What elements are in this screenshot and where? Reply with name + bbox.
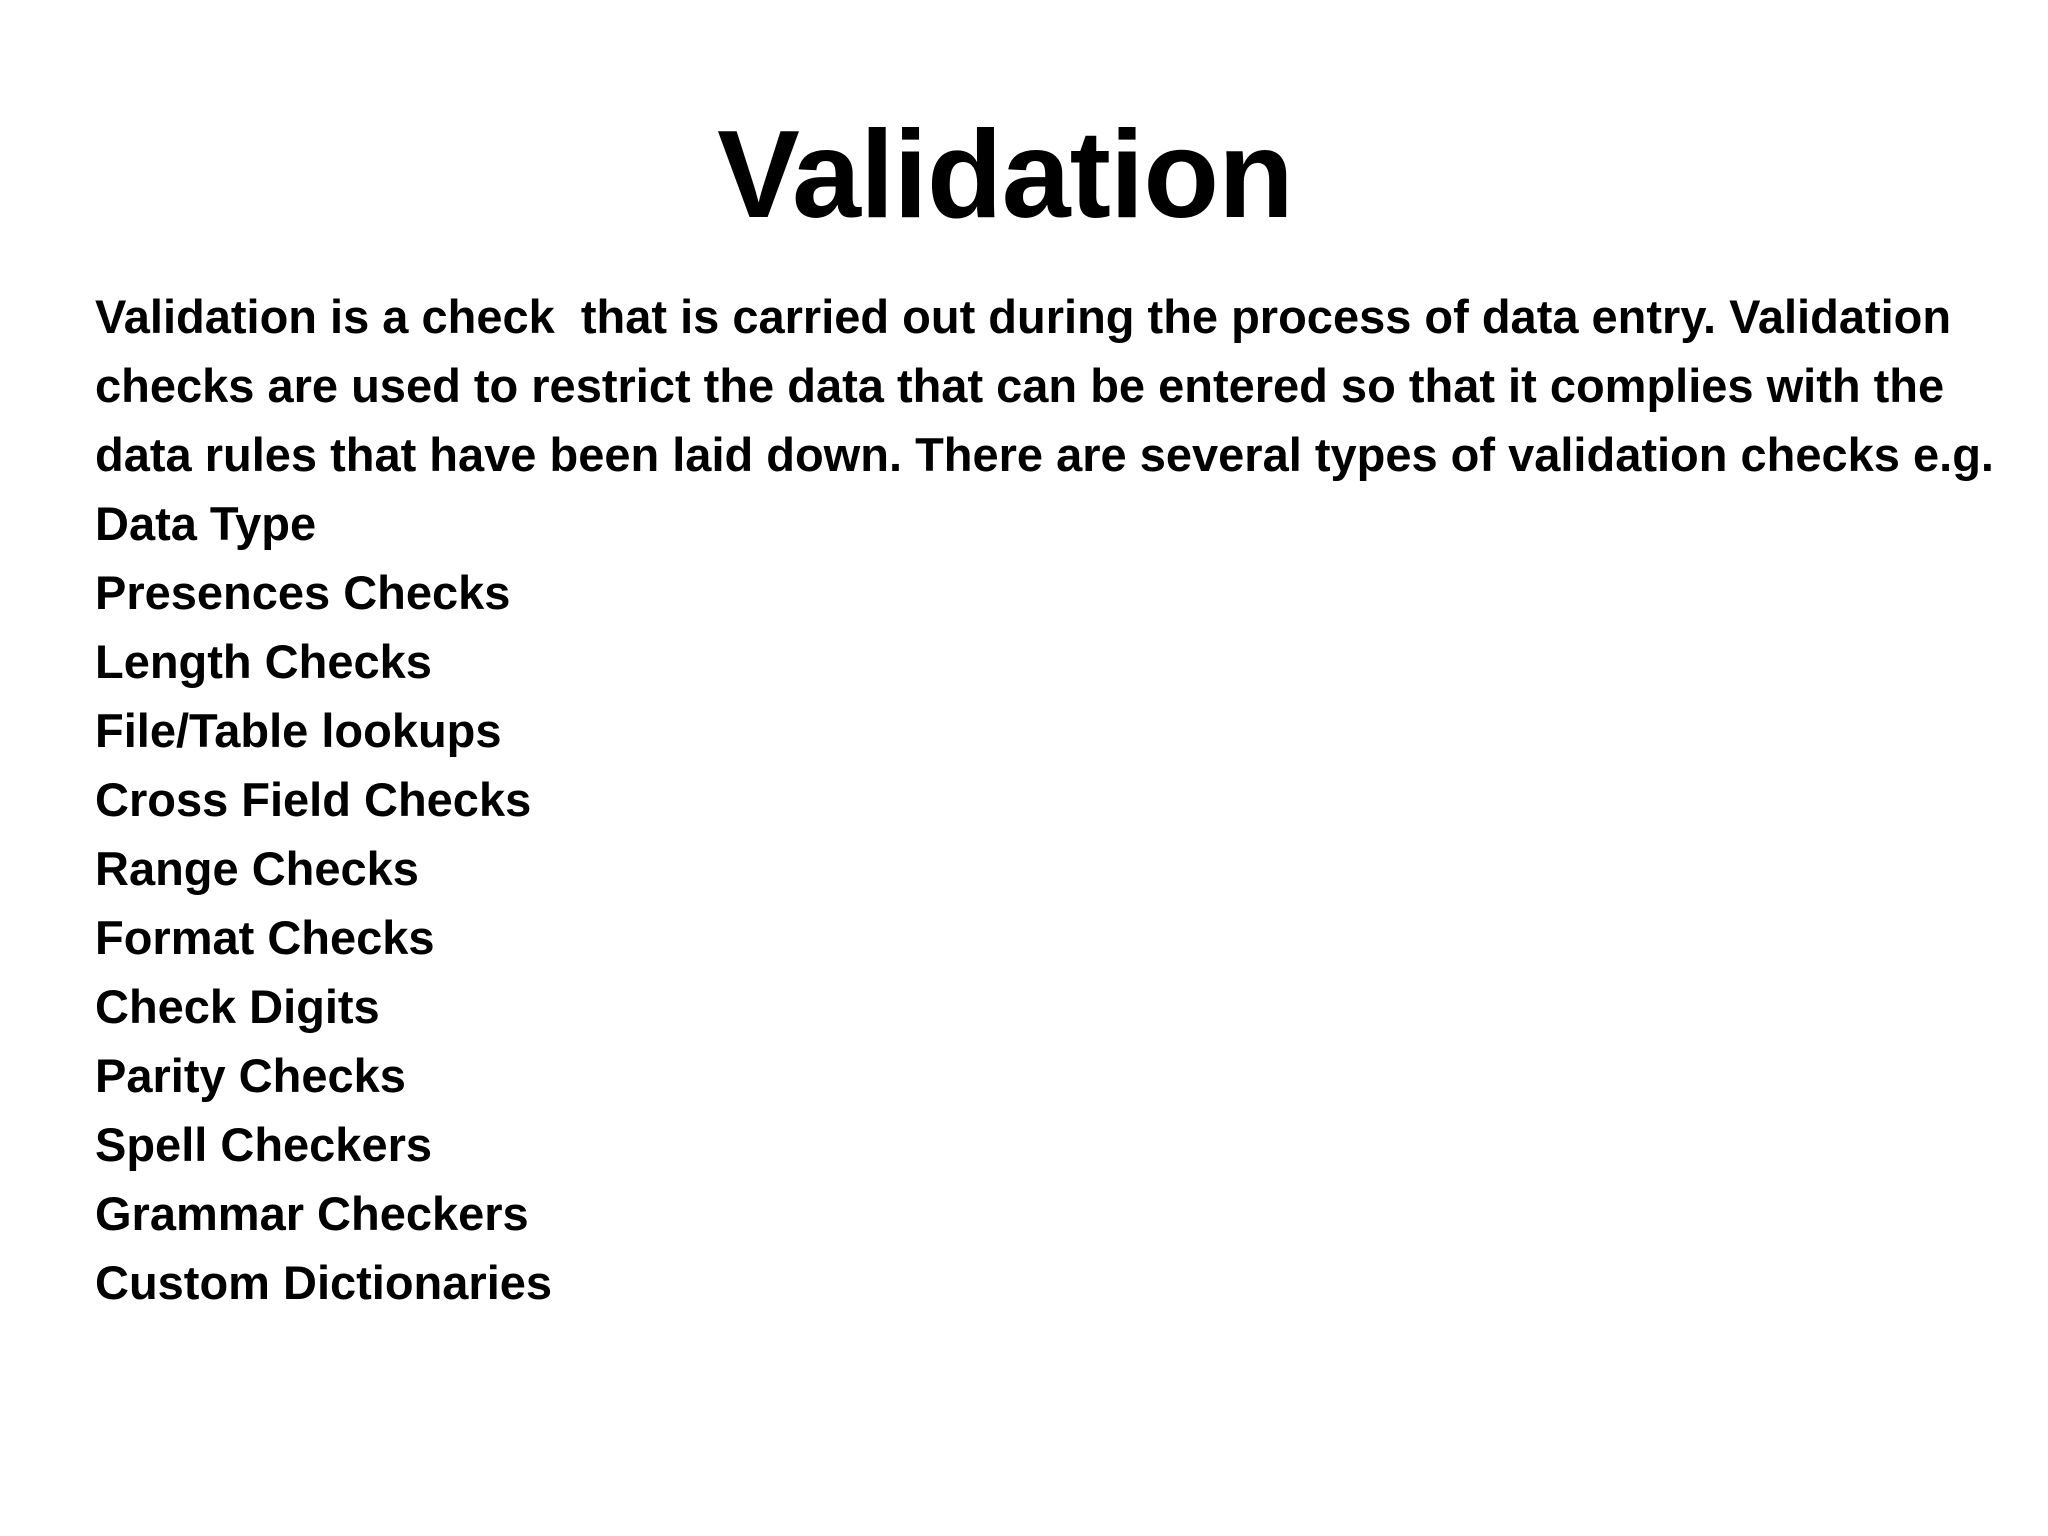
list-item: Data Type bbox=[95, 497, 317, 550]
intro-paragraph: Validation is a check that is carried out during the process of data entry. Validation checks are used to restrict the data that can be entered so that it complies with the data rules that have been laid down. There are several types of validation checks e.g. bbox=[95, 290, 1994, 481]
list-item: Check Digits bbox=[95, 980, 380, 1033]
list-item: Range Checks bbox=[95, 842, 419, 895]
validation-types-list bbox=[95, 489, 2005, 1317]
list-item: File/Table lookups bbox=[95, 704, 502, 757]
list-item: Presences Checks bbox=[95, 566, 511, 619]
list-item: Spell Checkers bbox=[95, 1118, 433, 1171]
slide-body bbox=[95, 282, 2005, 1317]
list-item: Length Checks bbox=[95, 635, 432, 688]
list-item: Cross Field Checks bbox=[95, 773, 532, 826]
list-item: Custom Dictionaries bbox=[95, 1256, 553, 1309]
slide-title: Validation bbox=[717, 106, 1293, 244]
list-item: Parity Checks bbox=[95, 1049, 406, 1102]
list-item: Format Checks bbox=[95, 911, 435, 964]
list-item: Grammar Checkers bbox=[95, 1187, 529, 1240]
